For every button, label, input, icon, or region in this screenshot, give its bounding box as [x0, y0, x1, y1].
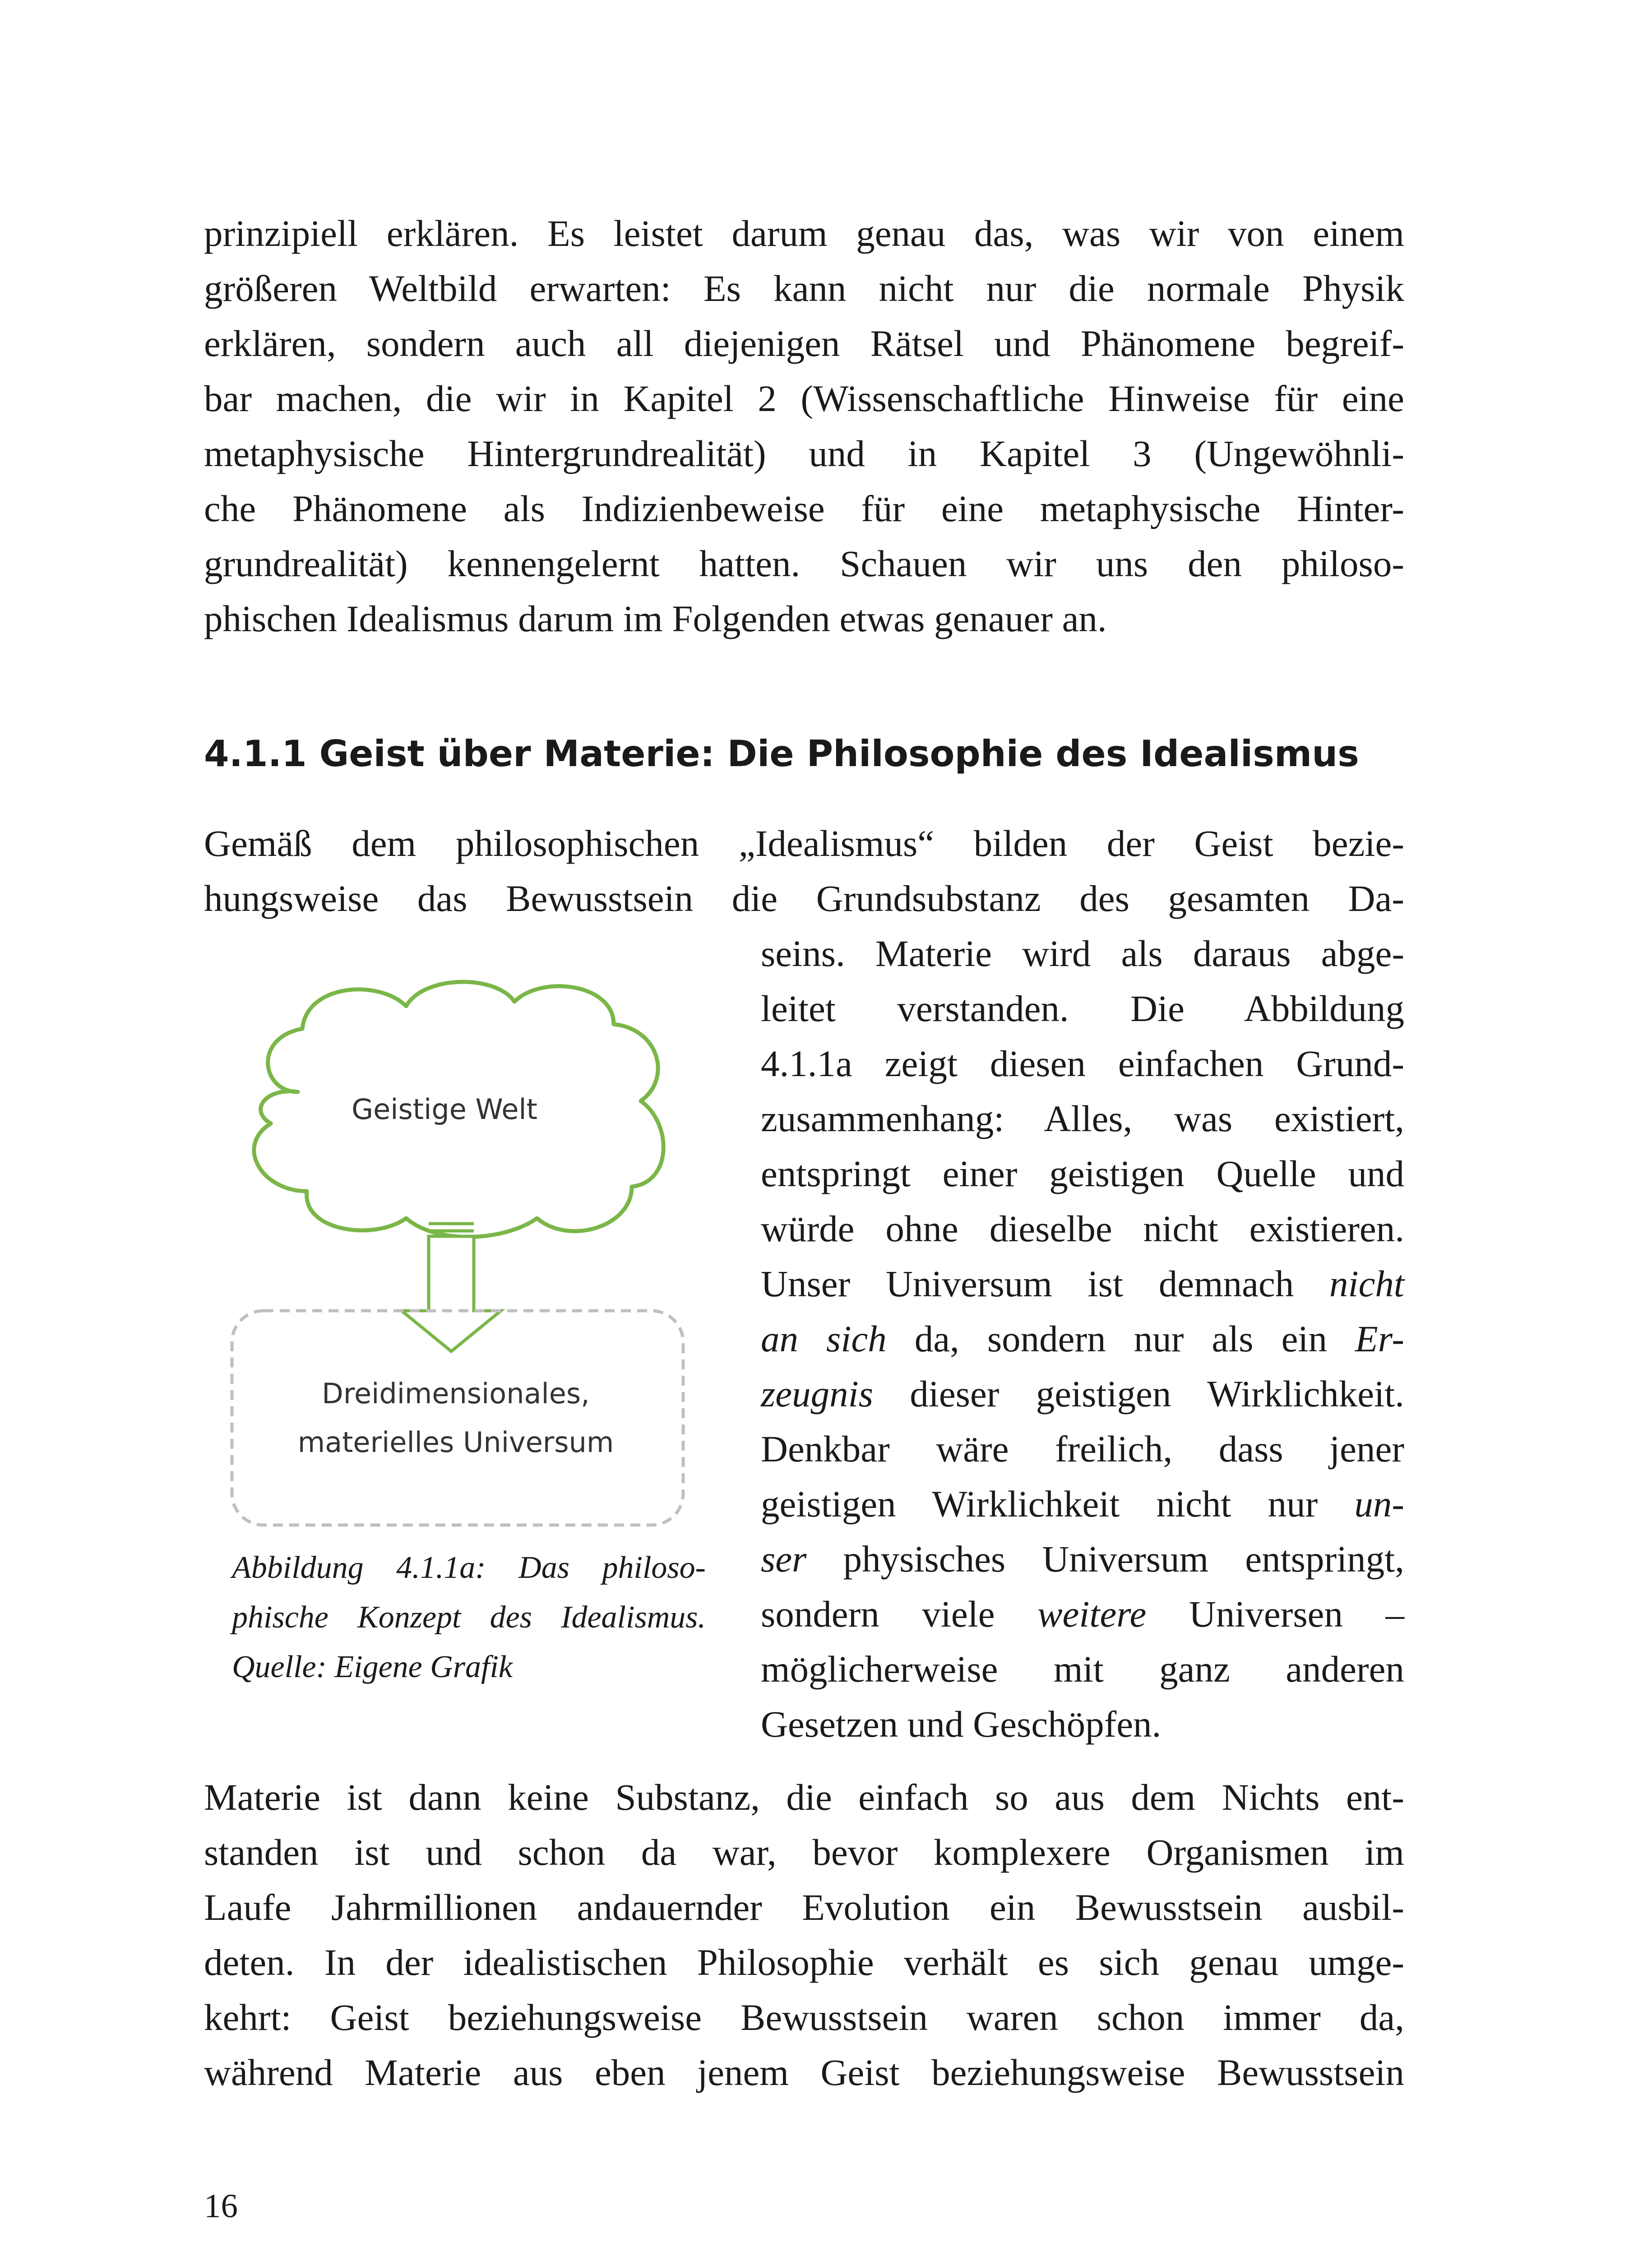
intro-line: metaphysische Hintergrundrealität) und in Kapitel 3 (Ungewöhnli- [204, 433, 1404, 474]
body-line: kehrt: Geist beziehungsweise Bewusstsein waren schon immer da, [204, 1997, 1404, 2038]
body-line: Gesetzen und Geschöpfen. [761, 1703, 1161, 1745]
emphasis: un- [1354, 1483, 1404, 1525]
body-line: Denkbar wäre freilich, dass jener [761, 1428, 1404, 1470]
text-span: dieser geistigen Wirklichkeit. [873, 1373, 1404, 1415]
body-line: Laufe Jahrmillionen andauernder Evolution ein Bewusstsein ausbil- [204, 1886, 1404, 1928]
body-line: zusammenhang: Alles, was existiert, [761, 1098, 1404, 1139]
body-line: hungsweise das Bewusstsein die Grundsubstanz des gesamten Da- [204, 878, 1404, 919]
body-line: 4.1.1a zeigt diesen einfachen Grund- [761, 1043, 1404, 1084]
intro-line: che Phänomene als Indizienbeweise für eine metaphysische Hinter- [204, 488, 1404, 529]
body-line [761, 1311, 1404, 1366]
text-span: Universen – [1146, 1593, 1405, 1635]
body-line: würde ohne dieselbe nicht existieren. [761, 1208, 1404, 1249]
body-line: leitet verstanden. Die Abbildung [761, 988, 1404, 1029]
intro-line: prinzipiell erklären. Es leistet darum genau das, was wir von einem [204, 213, 1404, 254]
intro-line: phischen Idealismus darum im Folgenden etwas genauer an. [204, 598, 1107, 639]
body-line: Materie ist dann keine Substanz, die einfach so aus dem Nichts ent- [204, 1776, 1404, 1818]
body-line: während Materie aus eben jenem Geist beziehungsweise Bewusstsein [204, 2052, 1404, 2093]
intro-line: größeren Weltbild erwarten: Es kann nicht nur die normale Physik [204, 268, 1404, 309]
down-arrow-icon [402, 1224, 501, 1351]
body-line: seins. Materie wird als daraus abge- [761, 933, 1404, 974]
emphasis: an sich [761, 1318, 887, 1359]
cloud-label: Geistige Welt [352, 1093, 537, 1126]
emphasis: zeugnis [761, 1373, 873, 1415]
figure-caption-line: phische Konzept des Idealismus. [232, 1600, 706, 1635]
body-line: deten. In der idealistischen Philosophie verhält es sich genau umge- [204, 1942, 1404, 1983]
emphasis: nicht [1329, 1263, 1404, 1304]
body-line [761, 1476, 1404, 1531]
body-line [761, 1531, 1404, 1586]
body-line [761, 1256, 1404, 1311]
page-number: 16 [204, 2187, 238, 2225]
text-span: physisches Universum entspringt, [806, 1538, 1404, 1580]
body-line [761, 1586, 1404, 1641]
text-span: da, sondern nur als ein [886, 1318, 1356, 1359]
figure-caption-line: Quelle: Eigene Grafik [232, 1650, 513, 1684]
intro-line: bar machen, die wir in Kapitel 2 (Wissenschaftliche Hinweise für eine [204, 378, 1404, 419]
emphasis: ser [761, 1538, 807, 1580]
text-span: Unser Universum ist demnach [761, 1263, 1330, 1304]
emphasis: weitere [1037, 1593, 1147, 1635]
universe-label-line1: Dreidimensionales, [322, 1377, 590, 1410]
section-heading: 4.1.1 Geist über Materie: Die Philosophie des Idealismus [204, 733, 1359, 775]
emphasis: Er- [1355, 1318, 1405, 1359]
intro-line: erklären, sondern auch all diejenigen Rätsel und Phänomene begreif- [204, 323, 1404, 364]
text-span: geistigen Wirklichkeit nicht nur [761, 1483, 1355, 1525]
body-line: Gemäß dem philosophischen „Idealismus“ bilden der Geist bezie- [204, 823, 1404, 864]
intro-line: grundrealität) kennengelernt hatten. Schauen wir uns den philoso- [204, 543, 1404, 584]
body-line: möglicherweise mit ganz anderen [761, 1648, 1404, 1690]
universe-label-line2: materielles Universum [297, 1426, 614, 1459]
text-span: sondern viele [761, 1593, 1038, 1635]
idealism-diagram [226, 975, 690, 1530]
body-line: entspringt einer geistigen Quelle und [761, 1153, 1404, 1194]
body-line: standen ist und schon da war, bevor komplexere Organismen im [204, 1831, 1404, 1873]
body-line [761, 1366, 1404, 1421]
figure-caption-line: Abbildung 4.1.1a: Das philoso- [232, 1550, 706, 1585]
